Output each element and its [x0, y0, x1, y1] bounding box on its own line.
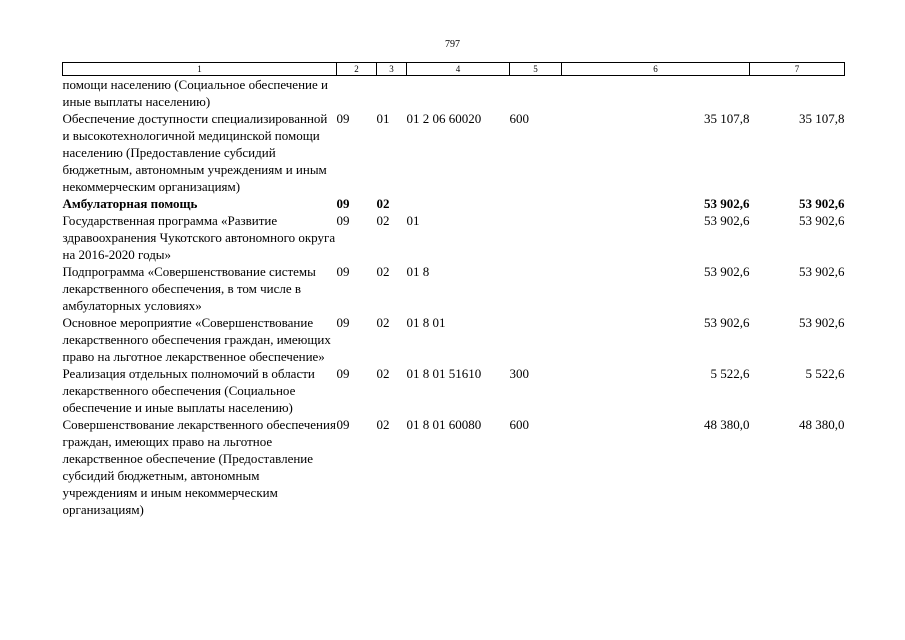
table-row — [63, 365, 845, 416]
row-expense-type — [510, 263, 562, 314]
table-row — [63, 76, 845, 111]
row-target-code: 01 2 06 60020 — [406, 111, 482, 126]
row-section: 09 — [336, 315, 350, 330]
row-amount-2 — [750, 76, 845, 111]
row-target-code: 01 8 01 60080 — [406, 417, 482, 432]
row-subsection: 01 — [376, 111, 390, 126]
row-name: Совершенствование лекарственного обеспечения граждан, имеющих право на льготное лекарственное обеспечение (Предоставление субсидий бюджетным, автономным учреждениям и иным некоммерческим организациям) — [62, 417, 336, 517]
header-cell-6: 6 — [562, 63, 750, 76]
row-subsection: 02 — [376, 264, 390, 279]
row-target-code — [407, 76, 510, 111]
row-subsection: 02 — [376, 315, 390, 330]
table-row — [63, 263, 845, 314]
header-cell-5: 5 — [510, 63, 562, 76]
row-name: помощи населению (Социальное обеспечение и иные выплаты населению) — [62, 77, 328, 109]
table-row — [63, 110, 845, 195]
row-name: Реализация отдельных полномочий в области лекарственного обеспечения (Социальное обеспечение и иные выплаты населению) — [62, 366, 315, 415]
header-cell-1: 1 — [63, 63, 337, 76]
table-header-row — [63, 63, 845, 76]
row-subsection: 02 — [376, 366, 390, 381]
row-amount-2: 53 902,6 — [799, 264, 845, 279]
row-amount-2: 5 522,6 — [805, 366, 845, 381]
row-name: Государственная программа «Развитие здравоохранения Чукотского автономного округа на 2016-2020 годы» — [62, 213, 336, 262]
row-amount-2: 53 902,6 — [799, 315, 845, 330]
row-amount-1: 53 902,6 — [704, 213, 750, 228]
row-amount-2: 48 380,0 — [799, 417, 845, 432]
row-name: Основное мероприятие «Совершенствование лекарственного обеспечения граждан, имеющих право на льготное лекарственное обеспечение» — [62, 315, 331, 364]
row-amount-1: 5 522,6 — [710, 366, 750, 381]
row-name: Подпрограмма «Совершенствование системы лекарственного обеспечения, в том числе в амбулаторных условиях» — [62, 264, 316, 313]
row-amount-1: 53 902,6 — [704, 196, 750, 211]
row-section: 09 — [336, 111, 350, 126]
row-expense-type: 600 — [509, 417, 529, 432]
row-target-code: 01 8 — [406, 264, 430, 279]
row-amount-1 — [562, 76, 750, 111]
row-expense-type — [510, 76, 562, 111]
row-target-code: 01 — [406, 213, 420, 228]
row-amount-2: 53 902,6 — [799, 213, 845, 228]
header-cell-4: 4 — [407, 63, 510, 76]
row-amount-1: 48 380,0 — [704, 417, 750, 432]
row-amount-1: 53 902,6 — [704, 315, 750, 330]
row-amount-1: 53 902,6 — [704, 264, 750, 279]
row-section: 09 — [336, 213, 350, 228]
row-target-code: 01 8 01 — [406, 315, 446, 330]
header-cell-2: 2 — [337, 63, 377, 76]
row-expense-type — [510, 314, 562, 365]
row-section: 09 — [336, 417, 350, 432]
row-subsection: 02 — [376, 213, 390, 228]
row-section — [337, 76, 377, 111]
row-expense-type: 300 — [509, 366, 529, 381]
row-expense-type — [510, 212, 562, 263]
row-section: 09 — [336, 366, 350, 381]
header-cell-7: 7 — [750, 63, 845, 76]
row-amount-2: 35 107,8 — [799, 111, 845, 126]
table-row — [63, 212, 845, 263]
header-cell-3: 3 — [377, 63, 407, 76]
table-row — [63, 416, 845, 518]
row-section: 09 — [336, 196, 350, 211]
row-target-code: 01 8 01 51610 — [406, 366, 482, 381]
row-expense-type — [510, 195, 562, 212]
row-amount-2: 53 902,6 — [799, 196, 845, 211]
row-name: Амбулаторная помощь — [62, 196, 198, 211]
page-number: 797 — [445, 39, 460, 50]
budget-table — [62, 62, 845, 518]
row-name: Обеспечение доступности специализированной и высокотехнологичной медицинской помощи населению (Предоставление субсидий бюджетным, автономным учреждениям и иным некоммерческим организациям) — [62, 111, 328, 194]
row-amount-1: 35 107,8 — [704, 111, 750, 126]
row-subsection: 02 — [376, 196, 390, 211]
row-subsection: 02 — [376, 417, 390, 432]
table-row — [63, 195, 845, 212]
table-row — [63, 314, 845, 365]
row-section: 09 — [336, 264, 350, 279]
row-target-code — [407, 195, 510, 212]
row-expense-type: 600 — [509, 111, 529, 126]
row-subsection — [377, 76, 407, 111]
